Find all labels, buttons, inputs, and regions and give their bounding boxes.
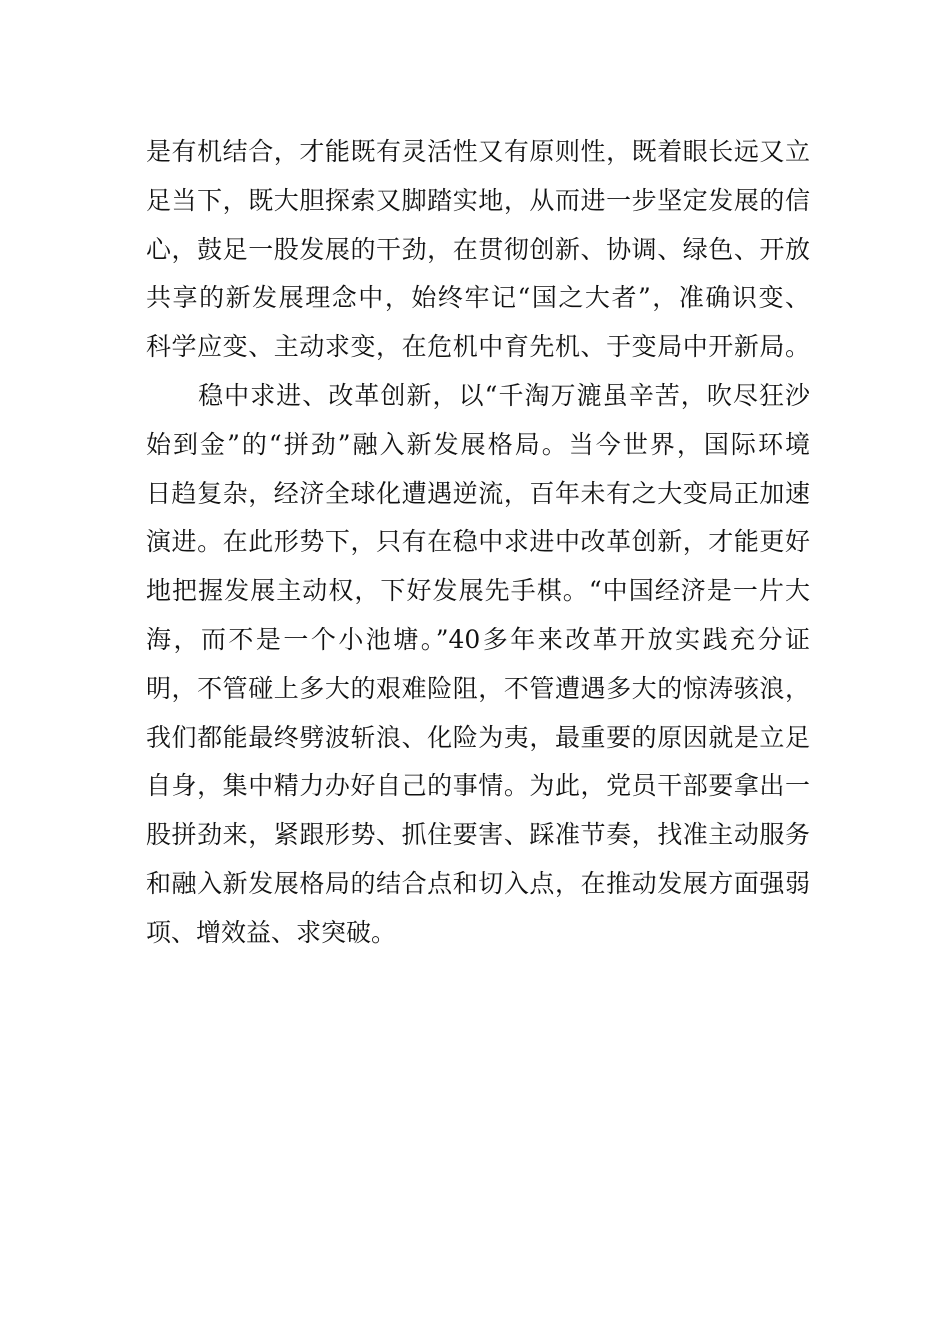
text-line: 我们都能最终劈波斩浪、化险为夷，最重要的原因就是立足 xyxy=(146,722,810,752)
text-line: 自身，集中精力办好自己的事情。为此，党员干部要拿出一 xyxy=(146,771,810,801)
paragraph-1 xyxy=(146,128,810,372)
text-line: 海，而不是一个小池塘。”40多年来改革开放实践充分证 xyxy=(146,624,810,654)
body-text xyxy=(146,128,810,958)
text-line: 足当下，既大胆探索又脚踏实地，从而进一步坚定发展的信 xyxy=(146,185,810,215)
text-line: 共享的新发展理念中，始终牢记“国之大者”，准确识变、 xyxy=(146,283,810,313)
paragraph-2 xyxy=(146,372,810,958)
text-line: 是有机结合，才能既有灵活性又有原则性，既着眼长远又立 xyxy=(146,137,810,166)
text-line: 明，不管碰上多大的艰难险阻，不管遭遇多大的惊涛骇浪， xyxy=(146,673,810,703)
text-line: 演进。在此形势下，只有在稳中求进中改革创新，才能更好 xyxy=(146,527,810,557)
text-line: 和融入新发展格局的结合点和切入点，在推动发展方面强弱 xyxy=(146,868,810,898)
text-line: 股拼劲来，紧跟形势、抓住要害、踩准节奏，找准主动服务 xyxy=(146,820,810,850)
text-line: 稳中求进、改革创新，以“千淘万漉虽辛苦，吹尽狂沙 xyxy=(146,380,810,410)
text-line: 地把握发展主动权，下好发展先手棋。“中国经济是一片大 xyxy=(146,576,810,606)
text-line: 始到金”的“拼劲”融入新发展格局。当今世界，国际环境 xyxy=(146,429,810,459)
text-line: 日趋复杂，经济全球化遭遇逆流，百年未有之大变局正加速 xyxy=(146,478,810,508)
text-line: 项、增效益、求突破。 xyxy=(146,917,397,947)
text-line: 科学应变、主动求变，在危机中育先机、于变局中开新局。 xyxy=(146,332,810,362)
text-line: 心，鼓足一股发展的干劲，在贯彻创新、协调、绿色、开放 xyxy=(146,234,810,264)
